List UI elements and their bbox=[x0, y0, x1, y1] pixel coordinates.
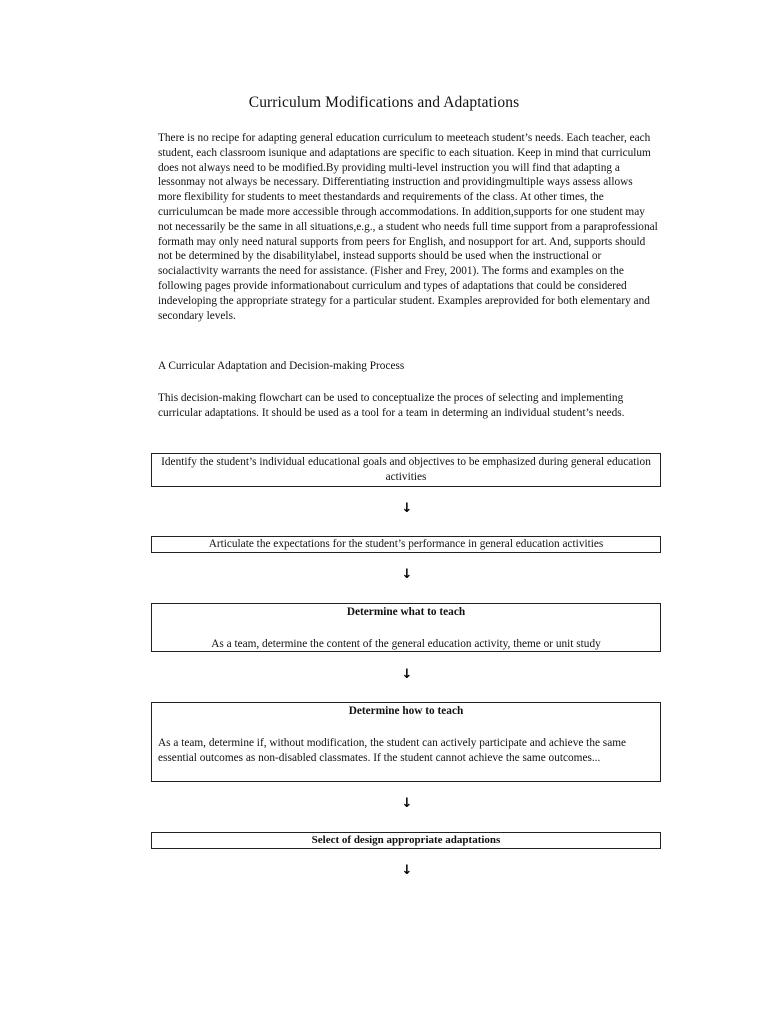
section-heading: A Curricular Adaptation and Decision-making Process bbox=[158, 360, 405, 372]
intro-paragraph: There is no recipe for adapting general education curriculum to meeteach student’s needs. Each teacher, each student, each classroom isunique and adaptations are specific to each situation. Keep in mind that curriculum does not always need to be modified.By providing multi-level instruction you will find that adapting a lessonmay not always be necessary. Differentiating instruction and providingmultiple ways assess allows more flexibility for students to meet thestandards and requirements of the class. At other times, the curriculumcan be made more accessible through accommodations. In addition,supports for one student may not necessarily be the same in all situations,e.g., a student who needs full time support from a paraprofessional formath may only need natural supports from peers for English, and nosupport for art. And, supports should not be determined by the disabilitylabel, instead supports should be used when the instructional or socialactivity warrants the need for assistance. (Fisher and Frey, 2001). The forms and examples on the following pages provide informationabout curriculum and types of adaptations that could be considered indeveloping the appropriate strategy for a particular student. Examples areprovided for both elementary and secondary levels. bbox=[158, 132, 658, 322]
flowchart-step-how-to-teach bbox=[151, 702, 661, 782]
down-arrow-icon: ↓ bbox=[401, 667, 413, 682]
down-arrow-icon: ↓ bbox=[401, 567, 413, 582]
flowchart-step-text: As a team, determine if, without modification, the student can actively participate and achieve the same essential outcomes as non-disabled classmates. If the student cannot achieve the same outcomes... bbox=[158, 736, 627, 764]
document-title: Curriculum Modifications and Adaptations bbox=[248, 94, 520, 111]
flowchart-step-select-adaptations bbox=[151, 832, 661, 849]
down-arrow-icon: ↓ bbox=[401, 863, 413, 878]
section-paragraph: This decision-making flowchart can be used to conceptualize the proces of selecting and implementing curricular adaptations. It should be used as a tool for a team in determing an individual student’s needs. bbox=[158, 392, 625, 419]
flowchart-step-what-to-teach bbox=[151, 603, 661, 652]
flowchart-step-title: Determine how to teach bbox=[348, 705, 464, 717]
flowchart-step-title: Select of design appropriate adaptations bbox=[311, 834, 501, 846]
flowchart-step-articulate-expectations bbox=[151, 536, 661, 553]
flowchart-step-text: Articulate the expectations for the student’s performance in general education activities bbox=[208, 538, 604, 550]
down-arrow-icon: ↓ bbox=[401, 796, 413, 811]
flowchart-step-text: As a team, determine the content of the general education activity, theme or unit study bbox=[211, 637, 601, 650]
down-arrow-icon: ↓ bbox=[401, 501, 413, 516]
flowchart-step-text: Identify the student’s individual educational goals and objectives to be emphasized during general education activities bbox=[161, 456, 651, 483]
flowchart-step-identify-goals bbox=[151, 453, 661, 487]
flowchart-step-title: Determine what to teach bbox=[346, 606, 466, 618]
